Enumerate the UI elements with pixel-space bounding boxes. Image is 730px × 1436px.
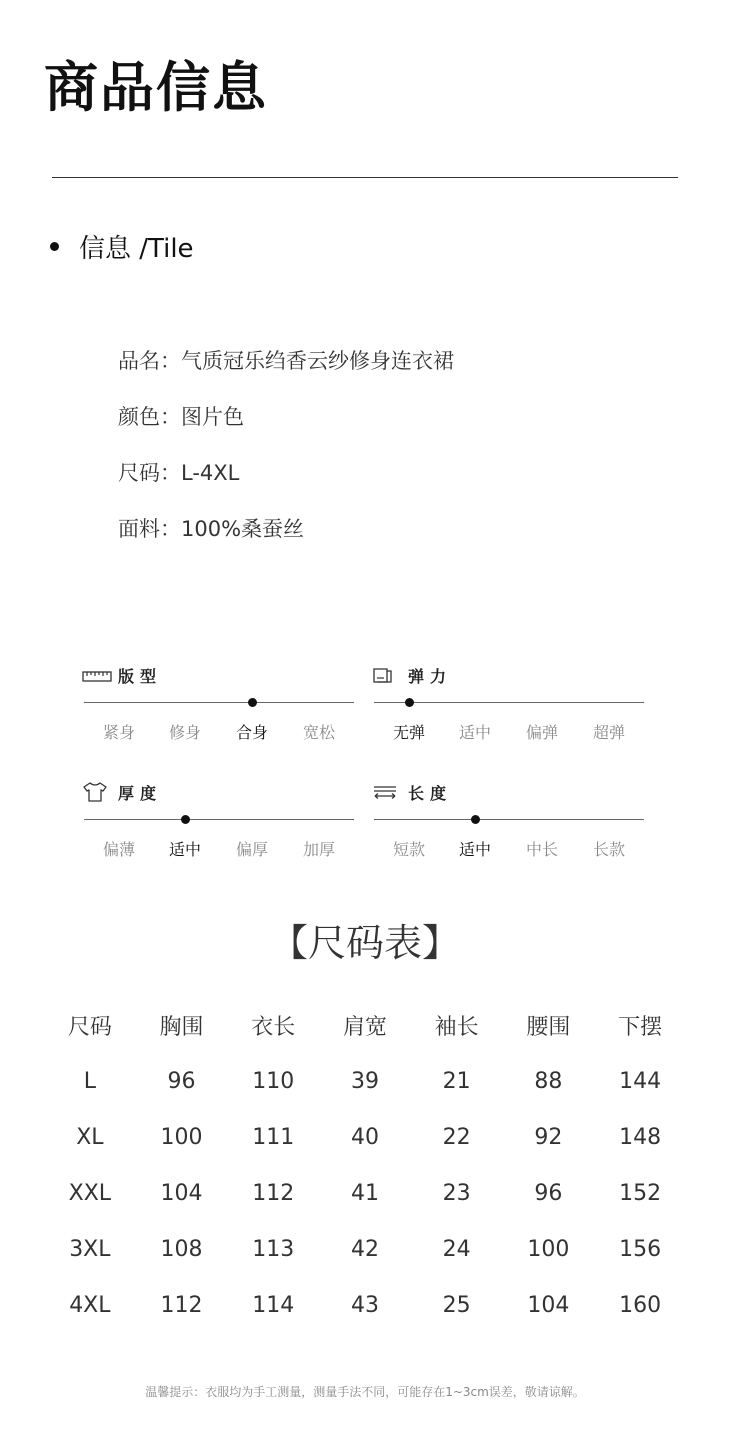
attribute-length-option: 长款 xyxy=(592,840,625,859)
table-row xyxy=(44,1053,686,1109)
table-cell: 112 xyxy=(160,1292,203,1318)
table-cell: 113 xyxy=(252,1236,295,1262)
table-cell: XL xyxy=(76,1124,104,1150)
attribute-thickness xyxy=(82,779,354,859)
table-cell: 88 xyxy=(534,1068,563,1094)
table-row xyxy=(44,1277,686,1333)
table-row xyxy=(44,1109,686,1165)
attribute-elasticity-option: 超弹 xyxy=(592,723,625,742)
table-cell: 39 xyxy=(350,1068,379,1094)
table-cell: 42 xyxy=(350,1236,379,1262)
attribute-fit-option: 修身 xyxy=(168,723,201,742)
table-cell: 152 xyxy=(619,1180,662,1206)
attribute-fit-option: 合身 xyxy=(235,723,268,742)
attribute-fit-header xyxy=(82,662,162,688)
table-cell: 41 xyxy=(350,1180,379,1206)
attribute-fit-track xyxy=(84,702,354,703)
attribute-elasticity-option: 偏弹 xyxy=(525,723,558,742)
table-cell: 160 xyxy=(619,1292,662,1318)
attribute-fit-title: 版型 xyxy=(118,666,163,686)
table-cell: 104 xyxy=(160,1180,203,1206)
table-row xyxy=(44,1165,686,1221)
size-table-header: 衣长 xyxy=(251,1014,296,1040)
info-row-color: 颜色：图片色 xyxy=(118,405,244,429)
size-table-header: 胸围 xyxy=(159,1014,204,1040)
attribute-thickness-title: 厚度 xyxy=(118,783,163,803)
table-cell: 108 xyxy=(160,1236,203,1262)
section-heading xyxy=(50,228,194,265)
table-cell: 114 xyxy=(252,1292,295,1318)
ruler-icon xyxy=(82,664,112,686)
size-table-header-row xyxy=(44,997,686,1053)
table-cell: 104 xyxy=(527,1292,570,1318)
attribute-thickness-option: 适中 xyxy=(168,840,201,859)
table-cell: 43 xyxy=(350,1292,379,1318)
attribute-elasticity-option: 适中 xyxy=(458,723,491,742)
size-table xyxy=(44,997,686,1333)
table-cell: 100 xyxy=(160,1124,203,1150)
attribute-thickness-option: 偏薄 xyxy=(102,840,135,859)
section-heading-label: 信息 /Tile xyxy=(79,234,194,264)
table-cell: 4XL xyxy=(69,1292,111,1318)
size-table-header: 肩宽 xyxy=(342,1014,387,1040)
attribute-length-header xyxy=(372,779,452,805)
table-cell: 96 xyxy=(534,1180,563,1206)
attribute-length-title: 长度 xyxy=(408,783,453,803)
shirt-icon xyxy=(82,781,112,803)
attribute-elasticity-marker xyxy=(405,698,414,707)
table-cell: XXL xyxy=(68,1180,112,1206)
attribute-elasticity-option: 无弹 xyxy=(392,723,425,742)
size-table-header: 腰围 xyxy=(526,1014,571,1040)
size-table-header: 袖长 xyxy=(434,1014,479,1040)
attribute-elasticity xyxy=(372,662,644,742)
table-cell: 24 xyxy=(442,1236,471,1262)
table-cell: 3XL xyxy=(69,1236,111,1262)
table-cell: 144 xyxy=(619,1068,662,1094)
attribute-length-option: 中长 xyxy=(525,840,558,859)
footnote: 温馨提示：衣服均为手工测量，测量手法不同，可能存在1~3cm误差，敬请谅解。 xyxy=(145,1385,585,1399)
info-row-name: 品名：气质冠乐绉香云纱修身连衣裙 xyxy=(118,349,454,373)
table-cell: 23 xyxy=(442,1180,471,1206)
size-table-header: 下摆 xyxy=(618,1014,663,1040)
table-cell: 25 xyxy=(442,1292,471,1318)
attribute-length-option: 适中 xyxy=(458,840,491,859)
attribute-elasticity-header xyxy=(372,662,452,688)
table-cell: 156 xyxy=(619,1236,662,1262)
table-cell: 22 xyxy=(442,1124,471,1150)
attribute-length xyxy=(372,779,644,859)
attribute-elasticity-track xyxy=(374,702,644,703)
table-cell: L xyxy=(83,1068,96,1094)
size-table-title: 【尺码表】 xyxy=(269,921,460,965)
attribute-thickness-option: 加厚 xyxy=(302,840,335,859)
attribute-thickness-option: 偏厚 xyxy=(235,840,268,859)
attribute-thickness-header xyxy=(82,779,162,805)
page-title: 商品信息 xyxy=(44,56,268,119)
attribute-length-track xyxy=(374,819,644,820)
table-cell: 100 xyxy=(527,1236,570,1262)
table-cell: 21 xyxy=(442,1068,471,1094)
book-icon xyxy=(372,664,402,686)
table-cell: 112 xyxy=(252,1180,295,1206)
table-cell: 111 xyxy=(252,1124,295,1150)
attribute-thickness-track xyxy=(84,819,354,820)
table-cell: 92 xyxy=(534,1124,563,1150)
attribute-fit-marker xyxy=(248,698,257,707)
table-cell: 148 xyxy=(619,1124,662,1150)
table-cell: 40 xyxy=(350,1124,379,1150)
table-row xyxy=(44,1221,686,1277)
attribute-fit xyxy=(82,662,354,742)
attribute-fit-option: 紧身 xyxy=(102,723,135,742)
table-cell: 110 xyxy=(252,1068,295,1094)
table-cell: 96 xyxy=(167,1068,196,1094)
attribute-length-option: 短款 xyxy=(392,840,425,859)
attribute-thickness-marker xyxy=(181,815,190,824)
info-row-fabric: 面料：100%桑蚕丝 xyxy=(118,517,305,541)
product-info-list xyxy=(118,346,454,570)
bullet-icon xyxy=(50,242,59,251)
info-row-size: 尺码：L-4XL xyxy=(118,461,240,485)
attribute-length-marker xyxy=(471,815,480,824)
title-divider xyxy=(52,177,678,178)
attribute-elasticity-title: 弹力 xyxy=(408,666,453,686)
size-table-header: 尺码 xyxy=(67,1014,112,1040)
length-icon xyxy=(372,781,402,803)
attribute-fit-option: 宽松 xyxy=(302,723,335,742)
